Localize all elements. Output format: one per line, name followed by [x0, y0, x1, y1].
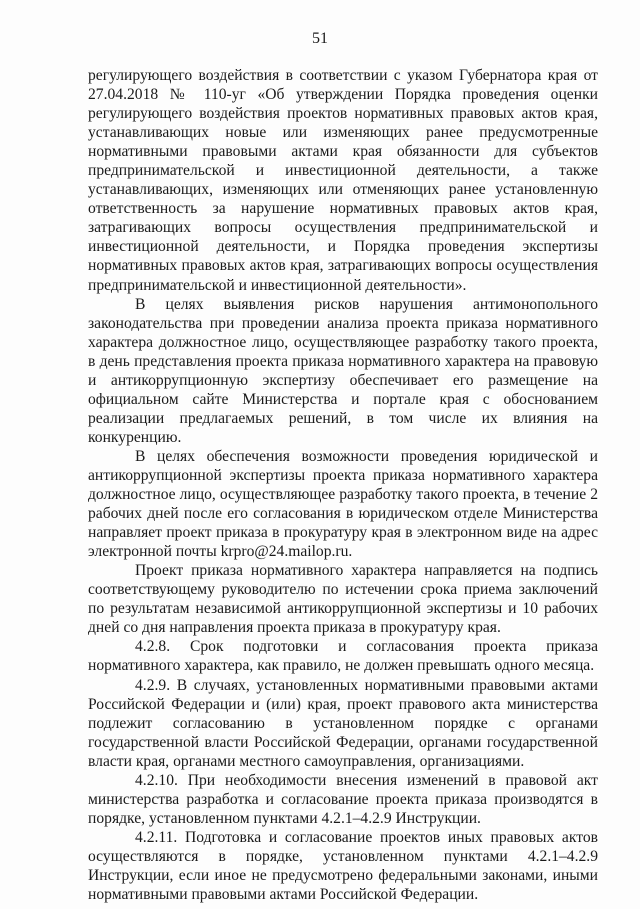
paragraph-expertise: В целях обеспечения возможности проведения юридической и антикоррупционной экспертизы проекта приказа нормативного характера должностное лицо, осуществляющее разработку такого проекта, в течение 2 рабочих дней после его согласования в юридическом отделе Министерства направляет проект приказа в прокуратуру края в электронном виде на адрес электронной почты krpro@24.mailop.ru. — [88, 447, 598, 561]
paragraph-antimonopoly: В целях выявления рисков нарушения антимонопольного законодательства при проведении анализа проекта приказа нормативного характера должностное лицо, осуществляющее разработку такого проекта, в день представления проекта приказа нормативного характера на правовую и антикоррупционную экспертизу обеспечивает его размещение на официальном сайте Министерства и портале края с обоснованием реализации предлагаемых решений, в том числе их влияния на конкуренцию. — [88, 295, 598, 446]
page-number: 51 — [312, 30, 328, 47]
paragraph-4-2-11: 4.2.11. Подготовка и согласование проектов иных правовых актов осуществляются в порядке, установленном пунктами 4.2.1–4.2.9 Инструкции, если иное не предусмотрено федеральными законами, иными нормативными правовыми актами Российской Федерации. — [88, 828, 598, 904]
document-body — [88, 66, 598, 904]
paragraph-4-2-9: 4.2.9. В случаях, установленных нормативными правовыми актами Российской Федерации и (или) края, проект правового акта министерства подлежит согласованию в установленном порядке с органами государственной власти Российской Федерации, органами государственной власти края, органами местного самоуправления, организациями. — [88, 676, 598, 770]
paragraph-4-2-8: 4.2.8. Срок подготовки и согласования проекта приказа нормативного характера, как правило, не должен превышать одного месяца. — [88, 638, 598, 675]
paragraph-signing: Проект приказа нормативного характера направляется на подпись соответствующему руководителю по истечении срока приема заключений по результатам независимой антикоррупционной экспертизы и 10 рабочих дней со дня направления проекта приказа в прокуратуру края. — [88, 562, 598, 637]
paragraph-continuation: регулирующего воздействия в соответствии с указом Губернатора края от 27.04.2018 № 110-уг «Об утверждении Порядка проведения оценки регулирующего воздействия проектов нормативных правовых актов края, устанавливающих новые или изменяющих ранее предусмотренные нормативными правовыми актами края обязанности для субъектов предпринимательской и инвестиционной деятельности, а также устанавливающих, изменяющих или отменяющих ранее установленную ответственность за нарушение нормативных правовых актов края, затрагивающих вопросы осуществления предпринимательской и инвестиционной деятельности, и Порядка проведения экспертизы нормативных правовых актов края, затрагивающих вопросы осуществления предпринимательской и инвестиционной деятельности». — [88, 67, 598, 294]
paragraph-4-2-10: 4.2.10. При необходимости внесения изменений в правовой акт министерства разработка и согласование проекта приказа производятся в порядке, установленном пунктами 4.2.1–4.2.9 Инструкции. — [88, 771, 598, 827]
